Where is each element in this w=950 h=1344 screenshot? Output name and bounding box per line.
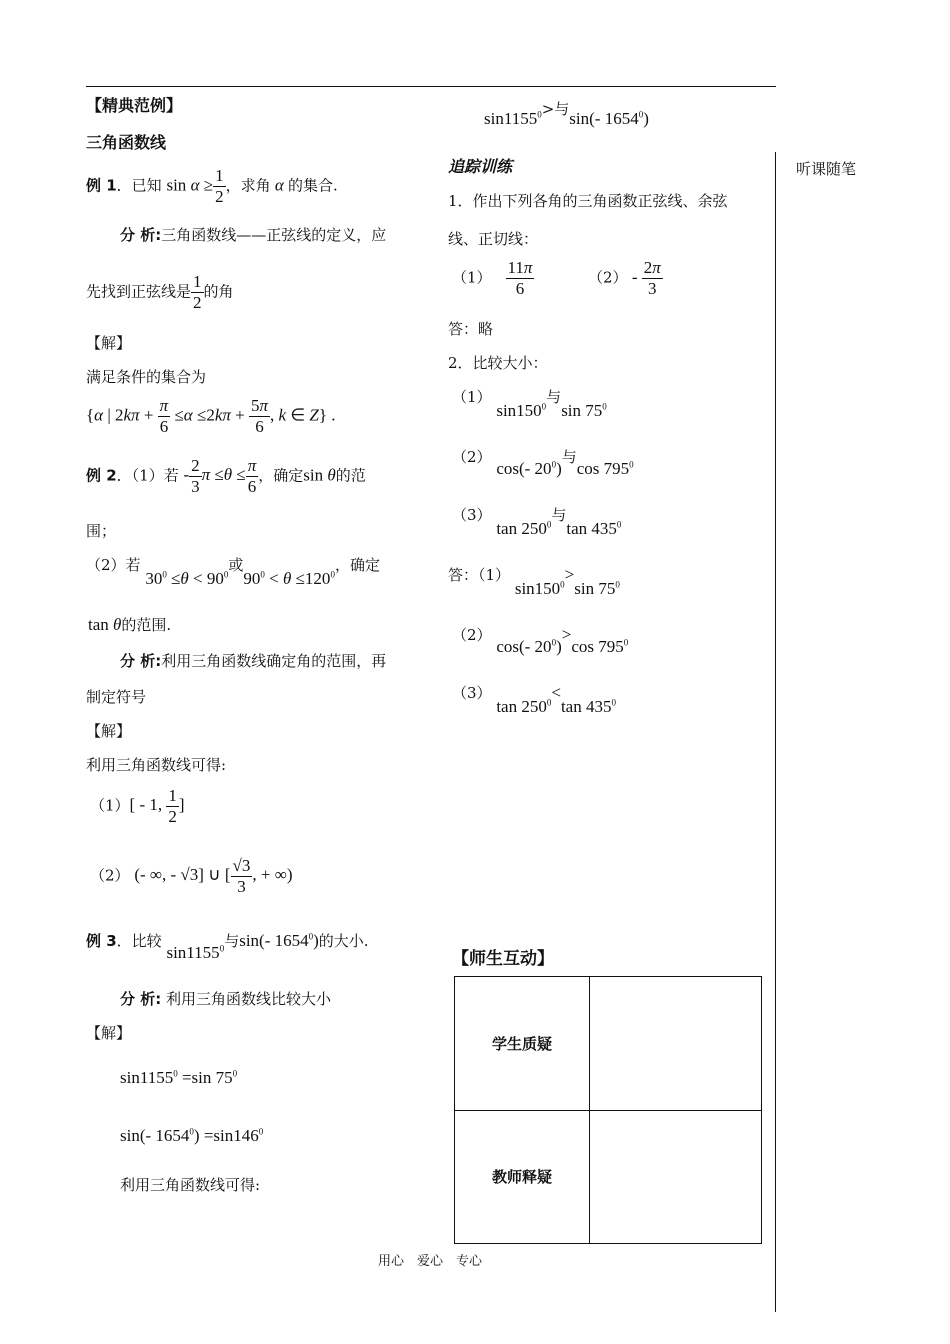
a2-3-op: < bbox=[551, 683, 561, 702]
example-1 bbox=[86, 166, 338, 207]
interaction-title: 【师生互动】 bbox=[452, 949, 554, 969]
ex2-text1-end: 的范 bbox=[335, 466, 366, 485]
ex1-text-end: 的集合. bbox=[288, 176, 338, 195]
row1-cell[interactable] bbox=[590, 977, 762, 1111]
ex1-analysis-label: 分 析: bbox=[120, 226, 162, 244]
ex2-sol-label: 【解】 bbox=[86, 722, 132, 740]
ex2-text1-cont: 围； bbox=[86, 522, 117, 540]
ex2-analysis-2: 制定符号 bbox=[86, 688, 147, 706]
q2-1-a: $\sin 150^0$ bbox=[496, 401, 547, 420]
q1-ans: 答：略 bbox=[448, 320, 494, 338]
ex1-analysis-1: 三角函数线——正弦线的定义，应 bbox=[161, 226, 387, 244]
q2-1-yu: 与 bbox=[546, 388, 562, 406]
a2-1-op: > bbox=[564, 565, 575, 584]
ex2-analysis-label: 分 析: bbox=[120, 652, 162, 670]
a2-1 bbox=[448, 564, 620, 598]
ex2-ans1-formula: [ - 1, $\frac{1}{2}$ ] bbox=[129, 786, 185, 826]
ex2-sol-line: 利用三角函数线可得: bbox=[86, 756, 227, 774]
top-cmp-a: sin1155$^0$ bbox=[484, 109, 542, 128]
ex1-half: $\frac{1}{2}$ bbox=[193, 272, 202, 312]
ex3-sol-end: 利用三角函数线可得: bbox=[120, 1176, 261, 1194]
margin-note: 听课随笔 bbox=[796, 160, 857, 178]
ex1-analysis-3: 的角 bbox=[203, 282, 234, 301]
ex1-analysis-line2 bbox=[86, 272, 234, 313]
a2-2-b: $\cos 795^0$ bbox=[571, 637, 629, 656]
ex3-formula-a: sin1155$^0$ bbox=[166, 943, 225, 962]
q1-items bbox=[452, 258, 663, 299]
ex1-formula: sin α ≥ bbox=[166, 175, 214, 195]
ex3-text-pre: ．比较 bbox=[116, 932, 162, 950]
margin-rule bbox=[775, 152, 776, 1312]
a2-3 bbox=[452, 682, 616, 716]
ex2-analysis bbox=[120, 650, 386, 671]
a2-1-b: $\sin 75^0$ bbox=[574, 579, 620, 598]
ex1-alpha: α bbox=[270, 175, 289, 195]
q2-1-label: （1） bbox=[452, 388, 492, 406]
ex2-sin: sin θ bbox=[303, 465, 336, 485]
a2-1-a: $\sin 150^0$ bbox=[514, 579, 565, 598]
ex1-sol-label: 【解】 bbox=[86, 334, 132, 352]
ex2-text2-end: 的范围. bbox=[121, 616, 172, 634]
row2-label: 教师释疑 bbox=[455, 1110, 590, 1244]
ex1-set-formula: {α | 2kπ + $\frac{\pi}{6}$ ≤α ≤2kπ + $\frac{5\pi}{6}$ , k ∈ Z} . bbox=[86, 396, 336, 436]
ex2-ans2-label: （2） bbox=[90, 866, 130, 885]
ex2-analysis-1: 利用三角函数线确定角的范围，再 bbox=[161, 652, 387, 670]
q2-3-b: $\tan 435^0$ bbox=[566, 519, 622, 538]
a2-2-a: cos(- $20^0$) bbox=[496, 637, 562, 656]
ex1-sol-line: 满足条件的集合为 bbox=[86, 368, 207, 386]
q2-2-label: （2） bbox=[452, 448, 492, 466]
q1-b-minus: - bbox=[627, 267, 642, 287]
q1-a-label: （1） bbox=[452, 268, 492, 287]
ex3-label: 例 3 bbox=[86, 932, 117, 950]
top-cmp-b: sin(- 1654$^0$) bbox=[569, 109, 649, 128]
ex2-formula1: - $\frac{2}{3}$ π ≤θ ≤ $\frac{\pi}{6}$ bbox=[183, 456, 257, 496]
ex2-tan: tan θ bbox=[88, 615, 122, 634]
q2-1 bbox=[452, 386, 607, 420]
a2-2 bbox=[452, 624, 629, 656]
ex2-part2 bbox=[86, 554, 380, 588]
ex2-tan-line bbox=[88, 614, 171, 635]
ex2-formula2b: $90^0 < \theta \le 120^0$ bbox=[243, 569, 335, 588]
interaction-table bbox=[454, 976, 762, 1244]
ex3-analysis-1: 利用三角函数线比较大小 bbox=[166, 990, 332, 1008]
q2-2-b: $\cos 795^0$ bbox=[576, 459, 634, 478]
ex2-text2-post: ，确定 bbox=[334, 556, 380, 574]
q2-2-yu: 与 bbox=[561, 448, 577, 466]
ex2-text1-pre: ．（1）若 bbox=[116, 466, 179, 485]
example-3 bbox=[86, 930, 369, 962]
section-header: 【精典范例】 bbox=[86, 96, 183, 115]
ex3-analysis bbox=[120, 988, 331, 1009]
row2-cell[interactable] bbox=[590, 1110, 762, 1244]
ex2-ans2-formula: (- ∞, - √3] ∪ [ $\frac{√3}{3}$ , + ∞) bbox=[134, 856, 293, 896]
q1-text-2: 线、正切线： bbox=[448, 230, 539, 248]
ex2-or: 或 bbox=[228, 556, 244, 574]
q2-3-yu: 与 bbox=[551, 506, 567, 524]
ex2-label: 例 2 bbox=[86, 466, 117, 485]
ex3-analysis-label: 分 析: bbox=[120, 990, 162, 1008]
footer: 用心 爱心 专心 bbox=[378, 1254, 483, 1269]
q1-a-frac: $\frac{11\pi}{6}$ bbox=[507, 258, 533, 298]
ex1-frac: $\frac{1}{2}$ bbox=[215, 166, 224, 206]
q1-b-frac: $\frac{2\pi}{3}$ bbox=[643, 258, 661, 298]
q2-3-label: （3） bbox=[452, 506, 492, 524]
top-compare bbox=[484, 98, 649, 128]
a2-3-label: （3） bbox=[452, 684, 492, 702]
ex3-yu: 与 bbox=[224, 932, 240, 950]
ex3-formula-b: sin(- 1654$^0$) bbox=[239, 931, 319, 950]
q2-1-b: $\sin 75^0$ bbox=[561, 401, 607, 420]
q2-2-a: cos(- $20^0$) bbox=[496, 459, 562, 478]
ex3-sol-label: 【解】 bbox=[86, 1024, 132, 1042]
ex1-text-post: ，求角 bbox=[225, 176, 271, 195]
q2-text: 2．比较大小： bbox=[448, 354, 548, 372]
row1-label: 学生质疑 bbox=[455, 977, 590, 1111]
ex2-formula2a: $30^0 \le\theta < 90^0$ bbox=[145, 569, 229, 588]
ex3-eq1: $\sin 1155^0 =\sin$ $75^0$ bbox=[120, 1068, 238, 1087]
q2-2 bbox=[452, 446, 634, 478]
q1-b-label: （2） bbox=[588, 268, 628, 287]
ex1-analysis bbox=[120, 224, 386, 245]
ex2-ans1-label: （1） bbox=[90, 796, 130, 815]
topic-title: 三角函数线 bbox=[86, 133, 167, 152]
a2-3-b: $\tan 435^0$ bbox=[560, 697, 616, 716]
top-cmp: >与 bbox=[541, 100, 570, 118]
q2-3-a: $\tan 250^0$ bbox=[496, 519, 552, 538]
ex2-text2-pre: （2）若 bbox=[86, 556, 141, 574]
a2-2-label: （2） bbox=[452, 626, 492, 644]
q1-text-1: 1．作出下列各角的三角函数正弦线、余弦 bbox=[448, 192, 728, 210]
q2-3 bbox=[452, 504, 622, 538]
ex3-eq2: sin(- $1654^0) =\sin 146^0$ bbox=[120, 1126, 264, 1145]
track-title: 追踪训练 bbox=[448, 157, 513, 176]
example-2 bbox=[86, 456, 366, 497]
ex2-ans2 bbox=[90, 856, 293, 897]
ex1-text-pre: ．已知 bbox=[116, 176, 162, 195]
a2-3-a: $\tan 250^0$ bbox=[496, 697, 552, 716]
a2-2-op: > bbox=[561, 625, 572, 644]
ex1-analysis-2: 先找到正弦线是 bbox=[86, 282, 192, 301]
ex1-label: 例 1 bbox=[86, 176, 117, 195]
ans-label: 答：（1） bbox=[448, 566, 511, 584]
ex2-text1-post: ，确定 bbox=[258, 466, 304, 485]
ex2-ans1 bbox=[90, 786, 185, 827]
ex3-text-post: 的大小. bbox=[318, 932, 369, 950]
top-rule bbox=[86, 86, 776, 87]
